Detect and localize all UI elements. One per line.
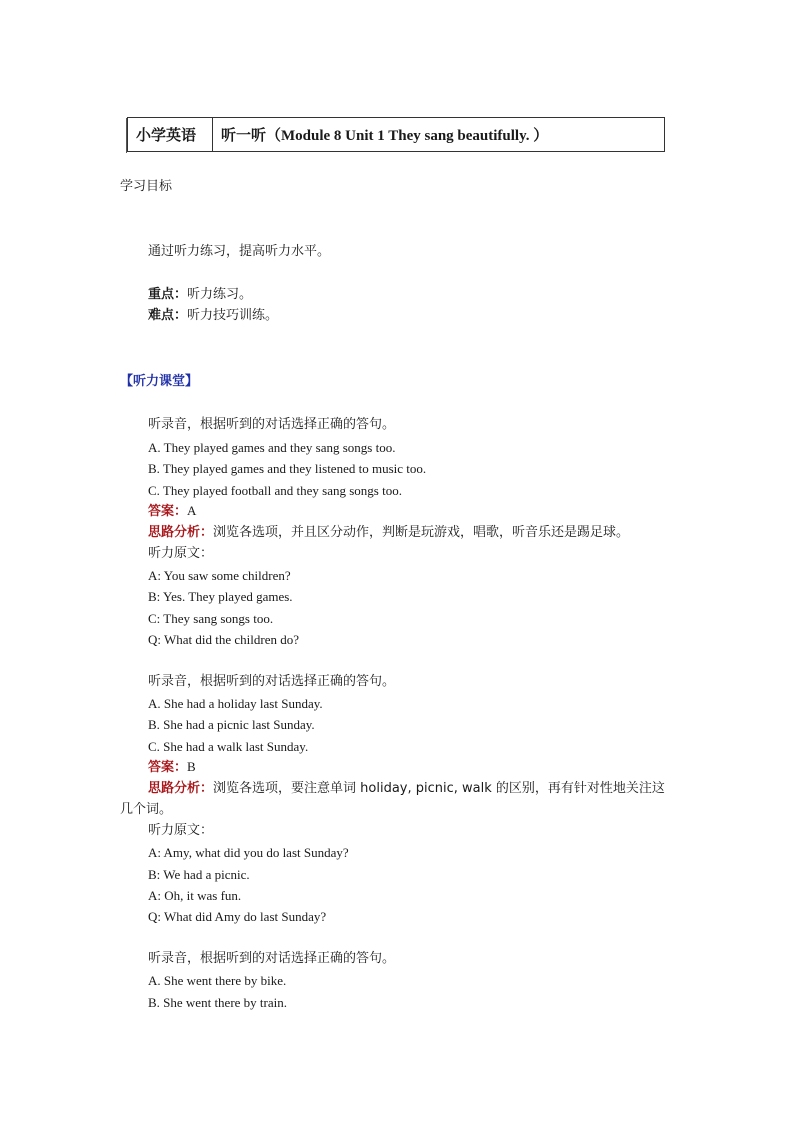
question-2-answer-value: B: [187, 759, 196, 774]
question-2-script-line: A: Amy, what did you do last Sunday?: [148, 845, 349, 860]
key-point: [148, 286, 252, 304]
header-table: [127, 117, 665, 152]
question-2-script-label: 听力原文：: [148, 823, 214, 838]
question-2-answer: [148, 758, 196, 777]
question-1-analysis: [148, 523, 629, 542]
question-2-script-line: A: Oh, it was fun.: [148, 888, 242, 903]
table-border: [126, 118, 127, 153]
question-1-script-line: B: Yes. They played games.: [148, 589, 293, 604]
question-2-analysis-continued: 几个词。: [120, 802, 173, 817]
question-1-answer-value: A: [187, 503, 197, 518]
question-3-prompt: 听录音，根据听到的对话选择正确的答句。: [148, 951, 396, 966]
question-1-analysis-text: 浏览各选项，并且区分动作，判断是玩游戏，唱歌，听音乐还是踢足球。: [213, 525, 630, 540]
question-1-script-line: Q: What did the children do?: [148, 632, 300, 647]
question-1-option-b: B. They played games and they listened to music too.: [148, 461, 427, 476]
question-1-script-line: C: They sang songs too.: [148, 611, 274, 626]
question-2-option-a: A. She had a holiday last Sunday.: [148, 696, 323, 711]
question-2-script-line: Q: What did Amy do last Sunday?: [148, 909, 327, 924]
difficulty-label: 难点：: [148, 308, 188, 323]
question-1-option-a: A. They played games and they sang songs too.: [148, 440, 396, 455]
question-1-script-line: A: You saw some children?: [148, 568, 291, 583]
question-1-answer-label: 答案：: [148, 504, 188, 519]
question-2-analysis-label: 思路分析：: [148, 781, 214, 796]
key-point-text: 听力练习。: [187, 287, 253, 302]
objective-goal: 通过听力练习，提高听力水平。: [148, 244, 331, 259]
difficulty-point: [148, 307, 278, 325]
question-2-option-b: B. She had a picnic last Sunday.: [148, 717, 315, 732]
question-1-script-label: 听力原文：: [148, 546, 214, 561]
objectives-heading: 学习目标: [120, 179, 173, 194]
question-1-analysis-label: 思路分析：: [148, 525, 214, 540]
section-title: 【听力课堂】: [120, 374, 199, 389]
question-2-answer-label: 答案：: [148, 760, 188, 775]
subject-cell: 小学英语: [128, 118, 213, 151]
difficulty-text: 听力技巧训练。: [187, 308, 279, 323]
question-2-analysis-text: 浏览各选项，要注意单词 holiday, picnic, walk 的区别，再有针对性地关注这: [213, 781, 665, 796]
question-1-option-c: C. They played football and they sang songs too.: [148, 483, 402, 498]
question-2-prompt: 听录音，根据听到的对话选择正确的答句。: [148, 674, 396, 689]
question-2-script-line: B: We had a picnic.: [148, 867, 250, 882]
lesson-title: 听一听（Module 8 Unit 1 They sang beautifully. ）: [221, 128, 549, 144]
question-2-option-c: C. She had a walk last Sunday.: [148, 739, 309, 754]
question-3-option-a: A. She went there by bike.: [148, 973, 287, 988]
question-3-option-b: B. She went there by train.: [148, 995, 287, 1010]
key-point-label: 重点：: [148, 287, 188, 302]
question-1-answer: [148, 502, 196, 521]
question-2-analysis: [148, 779, 665, 798]
question-1-prompt: 听录音，根据听到的对话选择正确的答句。: [148, 417, 396, 432]
